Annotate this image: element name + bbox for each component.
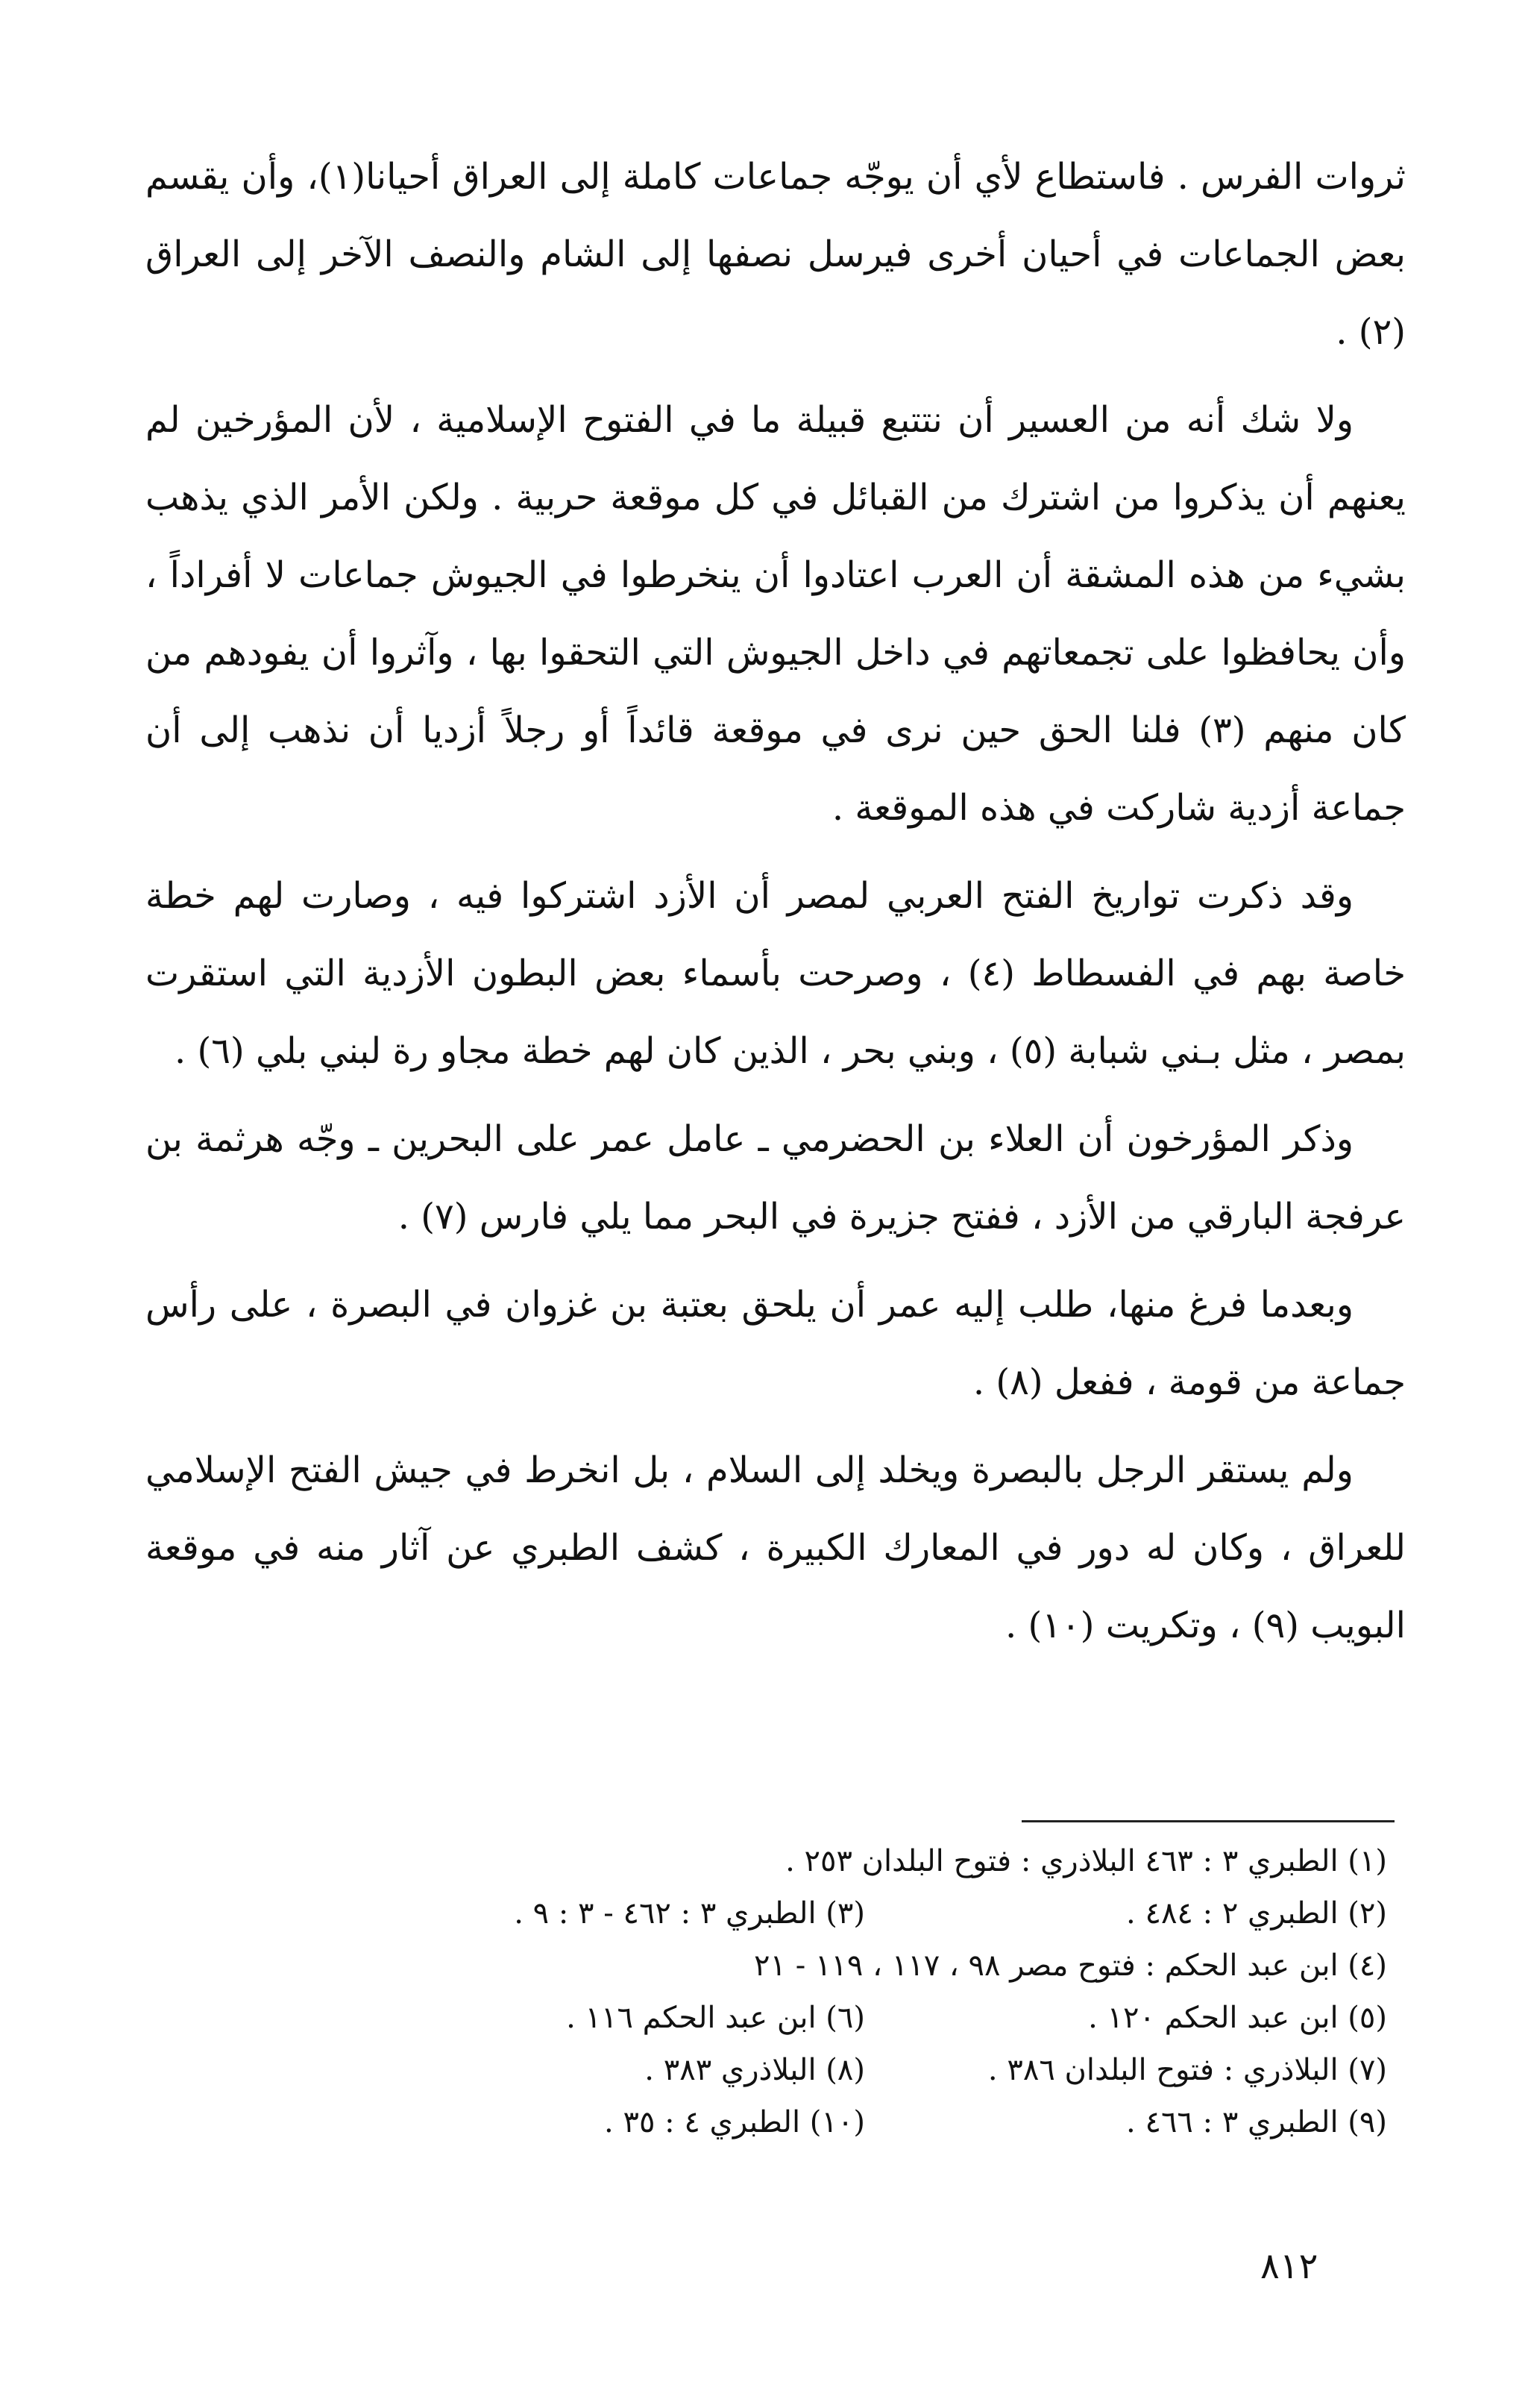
footnote-row [224,2044,1387,2096]
paragraph: ثروات الفرس . فاستطاع لأي أن يوجّه جماعات كاملة إلى العراق أحيانا(١)، وأن يقسم بعض الجماعات في أحيان أخرى فيرسل نصفها إلى الشام والنصف الآخر إلى العراق (٢) . [145,156,1406,353]
footnote-row [224,1940,1387,1992]
footnote: (١٠) الطبري ٤ : ٣٥ . [604,2105,865,2139]
footnotes [224,1835,1387,2148]
footnote: (٦) ابن عبد الحكم ١١٦ . [566,2001,865,2035]
footnote-row [224,1992,1387,2044]
footnote-row [224,1835,1387,1887]
paragraph: ولا شك أنه من العسير أن نتتبع قبيلة ما في الفتوح الإسلامية ، لأن المؤرخين لم يعنهم أن يذكروا من اشترك من القبائل في كل موقعة حربية . ولكن الأمر الذي يذهب بشيء من هذه المشقة أن العرب اعتادوا أن ينخرطوا في الجيوش جماعات لا أفراداً ، وأن يحافظوا على تجمعاتهم في داخل الجيوش التي التحقوا بها ، وآثروا أن يفودهم من كان منهم (٣) فلنا الحق حين نرى في موقعة قائداً أو رجلاً أزديا أن نذهب إلى أن جماعة أزدية شاركت في هذه الموقعة . [145,399,1406,829]
paragraph: وقد ذكرت تواريخ الفتح العربي لمصر أن الأزد اشتركوا فيه ، وصارت لهم خطة خاصة بهم في الفسطاط (٤) ، وصرحت بأسماء بعض البطون الأزدية التي استقرت بمصر ، مثل بـني شبابة (٥) ، وبني بحر ، الذين كان لهم خطة مجاو رة لبني بلي (٦) . [145,875,1406,1072]
footnote: (٤) ابن عبد الحكم : فتوح مصر ٩٨ ، ١١٧ ، ١١٩ - ٢١ [754,1948,1387,1983]
footnote: (٢) الطبري ٢ : ٤٨٤ . [1126,1896,1387,1931]
footnote-divider [1022,1820,1395,1822]
body-text [145,138,1406,1675]
footnote: (٨) البلاذري ٣٨٣ . [644,2053,865,2087]
paragraph: ولم يستقر الرجل بالبصرة ويخلد إلى السلام ، بل انخرط في جيش الفتح الإسلامي للعراق ، وكان له دور في المعارك الكبيرة ، كشف الطبري عن آثار منه في موقعة البويب (٩) ، وتكريت (١٠) . [145,1449,1406,1646]
footnote-row [224,1887,1387,1940]
footnote: (١) الطبري ٣ : ٤٦٣ البلاذري : فتوح البلدان ٢٥٣ . [785,1844,1387,1878]
footnote: (٩) الطبري ٣ : ٤٦٦ . [1126,2105,1387,2139]
footnote: (٧) البلاذري : فتوح البلدان ٣٨٦ . [987,2053,1387,2087]
page-number: ٨١٢ [1260,2245,1318,2287]
footnote: (٥) ابن عبد الحكم ١٢٠ . [1088,2001,1387,2035]
footnote-row [224,2096,1387,2148]
paragraph: وذكر المؤرخون أن العلاء بن الحضرمي ـ عامل عمر على البحرين ـ وجّه هرثمة بن عرفجة البارقي من الأزد ، ففتح جزيرة في البحر مما يلي فارس (٧) . [145,1118,1406,1238]
paragraph: وبعدما فرغ منها، طلب إليه عمر أن يلحق بعتبة بن غزوان في البصرة ، على رأس جماعة من قومة ، ففعل (٨) . [145,1284,1406,1403]
footnote: (٣) الطبري ٣ : ٤٦٢ - ٣ : ٩ . [514,1896,865,1931]
